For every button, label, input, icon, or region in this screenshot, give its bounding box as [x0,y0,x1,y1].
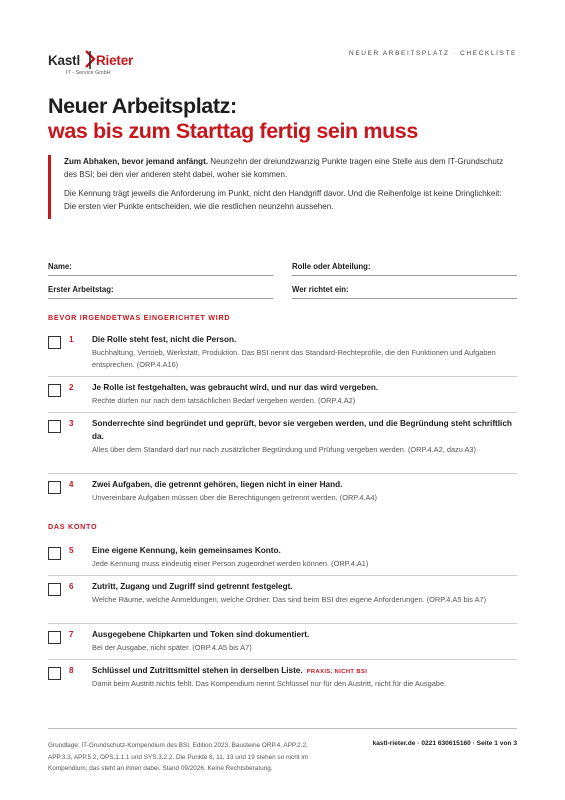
item-description: Buchhaltung, Vertrieb, Werkstatt, Produktion. Das BSI nennt das Standard-Rechteprofile, die den Funktionen und Aufgaben entsprechen. (ORP.4.A16) [92,348,496,369]
intro-p1-rest: Neunzehn der dreiundzwanzig Punkte tragen eine Stelle aus dem IT-Grundschutz des BSI; bei den vier anderen steht dabei, woher sie kommen. [64,157,504,179]
item-number: 8 [69,666,74,675]
item-description: Welche Räume, welche Anmeldungen, welche Ordner. Das sind beim BSI drei eigene Anforderungen. (ORP.4.A5 bis A7) [92,595,487,604]
name-field[interactable]: Name: [48,262,273,276]
first-day-field[interactable]: Erster Arbeitstag: [48,285,273,299]
checkbox[interactable] [48,583,61,596]
item-divider [48,473,517,474]
item-heading: Ausgegebene Chipkarten und Token sind dokumentiert. [92,630,310,639]
title-line-1: Neuer Arbeitsplatz: [48,94,237,118]
item-heading: Zwei Aufgaben, die getrennt gehören, liegen nicht in einer Hand. [92,480,343,489]
item-number: 2 [69,383,74,392]
footer-source-note: Grundlage: IT-Grundschutz-Kompendium des BSI, Edition 2023. Bausteine ORP.4, APP.2.2, APP.3.3, APP.5.2, OPS.1.1.1 und SYS.3.2.2. Die Punkte 8, 11, 13 und 19 stehen so nicht im Kompendium; das steht an ihnen dabei. Stand 09/2026. Keine Rechtsberatung. [48,742,309,772]
item-heading: Zutritt, Zugang und Zugriff sind getrennt festgelegt. [92,582,293,591]
intro-lead: Zum Abhaken, bevor jemand anfängt. [64,157,209,166]
item-divider [48,376,517,377]
item-description: Bei der Ausgabe, nicht später. (ORP.4.A5 bis A7) [92,643,252,652]
checkbox[interactable] [48,631,61,644]
source-tag: PRAXIS, NICHT BSI [306,669,368,675]
checkbox[interactable] [48,384,61,397]
item-divider [48,575,517,576]
item-heading [92,665,517,679]
setup-by-field[interactable]: Wer richtet ein: [292,285,517,299]
item-number: 6 [69,582,74,591]
item-heading-text: Schlüssel und Zutrittsmittel stehen in derselben Liste. [92,666,303,675]
item-heading: Sonderrechte sind begründet und geprüft, bevor sie vergeben werden, und die Begründung steht schriftlich da. [92,419,512,441]
item-heading: Die Rolle steht fest, nicht die Person. [92,335,237,344]
item-heading: Je Rolle ist festgehalten, was gebraucht wird, und nur das wird vergeben. [92,383,379,392]
item-description: Unvereinbare Aufgaben müssen über die Berechtigungen getrennt werden. (ORP.4.A4) [92,493,377,502]
item-description: Rechte dürfen nur nach dem tatsächlichen Bedarf vergeben werden. (ORP.4.A2) [92,396,356,405]
checkbox[interactable] [48,667,61,680]
checkbox[interactable] [48,481,61,494]
document-kicker: NEUER ARBEITSPLATZ · CHECKLISTE [349,50,517,57]
item-number: 7 [69,630,74,639]
title-line-2: was bis zum Starttag fertig sein muss [48,119,418,143]
checkbox[interactable] [48,420,61,433]
item-heading: Eine eigene Kennung, kein gemeinsames Konto. [92,546,281,555]
company-logo [48,47,148,81]
item-number: 4 [69,480,74,489]
item-number: 1 [69,335,74,344]
item-divider [48,412,517,413]
item-description: Alles über dem Standard darf nur nach zusätzlicher Begründung und Prüfung vergeben werden. (ORP.4.A2, dazu A3) [92,445,477,454]
item-divider [48,659,517,660]
intro-paragraph-2: Die Kennung trägt jeweils die Anforderung im Punkt, nicht den Handgriff davor. Und die Reihenfolge ist keine Dringlichkeit: Die ersten vier Punkte entscheiden, wie die restlichen neunzehn aussehen. [64,189,502,211]
item-description: Damit beim Austritt nichts fehlt. Das Kompendium nennt Schlüssel nur für den Austritt, nicht für die Ausgabe. [92,679,447,688]
page-title [48,94,518,144]
intro-paragraph-1 [64,155,504,181]
item-number: 3 [69,419,74,428]
intro-callout [48,155,504,219]
section-heading-account: DAS KONTO [48,522,98,531]
logo-subtitle: IT - Service GmbH [66,70,111,76]
role-field[interactable]: Rolle oder Abteilung: [292,262,517,276]
footer-divider [48,728,517,729]
item-description: Jede Kennung muss eindeutig einer Person zugeordnet werden können. (ORP.4.A1) [92,559,369,568]
section-heading-before-setup: BEVOR IRGENDETWAS EINGERICHTET WIRD [48,313,231,322]
logo-text-kastl: Kastl [48,53,81,68]
footer-contact: kastl-rieter.de · 0221 630615160 · Seite 1 von 3 [372,740,517,747]
checkbox[interactable] [48,336,61,349]
item-divider [48,623,517,624]
item-number: 5 [69,546,74,555]
logo-text-rieter: Rieter [96,53,134,68]
checkbox[interactable] [48,547,61,560]
